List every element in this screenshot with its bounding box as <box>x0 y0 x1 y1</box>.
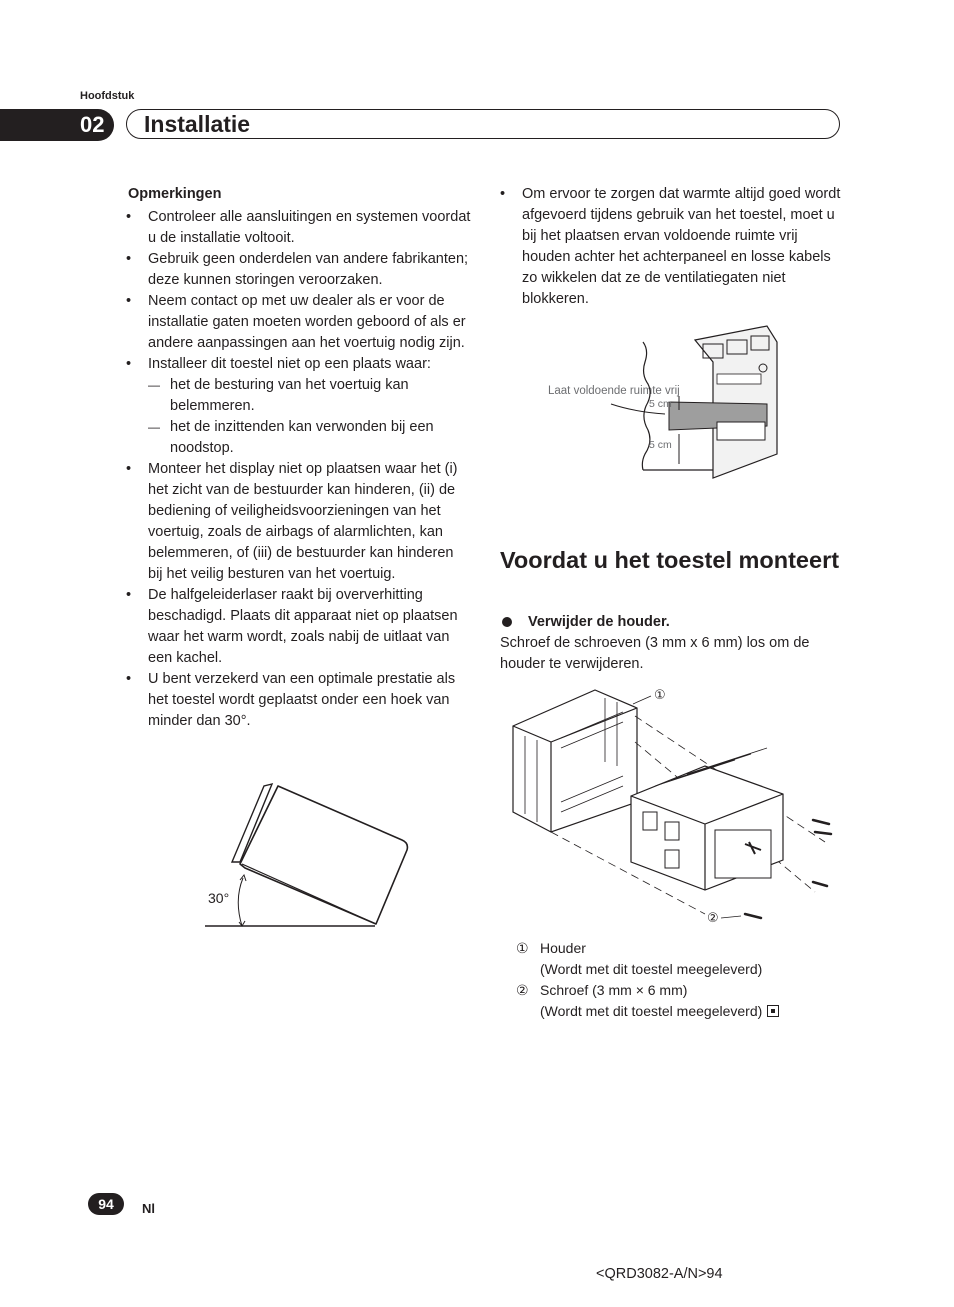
document-code: <QRD3082-A/N>94 <box>596 1266 723 1282</box>
angle-label: 30° <box>208 890 230 906</box>
notes-heading: Opmerkingen <box>128 186 222 202</box>
chapter-number: 02 <box>80 112 105 137</box>
callout-1: ① <box>654 687 666 702</box>
chapter-number-badge <box>0 109 114 141</box>
list-item: • Om ervoor te zorgen dat warmte altijd goed wordt afgevoerd tijdens gebruik van het toestel, moet u bij het plaatsen ervan voldoende ruimte vrij houden achter het achterpaneel en losse kabels zo wikkelen dat ze de ventilatiegaten niet blokkeren. <box>500 184 845 310</box>
chapter-title: Installatie <box>144 111 251 137</box>
sub-list-item: — het de besturing van het voertuig kan belemmeren. <box>148 375 471 417</box>
step-title: Verwijder de houder. <box>500 612 845 633</box>
list-item: • Gebruik geen onderdelen van andere fabrikanten; deze kunnen storingen veroorzaken. <box>126 249 471 291</box>
right-column <box>500 184 845 310</box>
callout-2: ② <box>707 910 719 925</box>
list-item: • Monteer het display niet op plaatsen waar het (i) het zicht van de bestuurder kan hinderen, (ii) de bediening of veiligheidsvoorzieningen van het voertuig, zoals de airbags of alarmlichten, kan belemmeren, of (iii) de bestuurder kan hinderen bij het veilig besturen van het voertuig. <box>126 459 471 585</box>
legend-note: (Wordt met dit toestel meegeleverd) <box>540 961 763 977</box>
sub-list-item: — het de inzittenden kan verwonden bij een noodstop. <box>148 417 471 459</box>
mounting-angle-illustration <box>200 780 415 930</box>
space-caption-line-1: Laat voldoende ruimte vrij <box>548 385 680 397</box>
notes-list <box>126 207 471 732</box>
chapter-label: Hoofdstuk <box>80 90 135 102</box>
left-column <box>126 184 471 732</box>
list-item <box>126 354 471 459</box>
list-item: • Controleer alle aansluitingen en systemen voordat u de installatie voltooit. <box>126 207 471 249</box>
list-item: • Neem contact op met uw dealer als er voor de installatie gaten moeten worden geboord of als er andere aanpassingen aan het voertuig nodig zijn. <box>126 291 471 354</box>
legend-item <box>516 980 856 1022</box>
ventilation-list <box>500 184 845 310</box>
legend-label: Schroef (3 mm × 6 mm) <box>540 982 688 998</box>
sub-list <box>148 375 471 459</box>
list-item-text: Installeer dit toestel niet op een plaats waar: <box>148 356 431 372</box>
holder-removal-illustration <box>505 682 845 927</box>
section-heading: Voordat u het toestel monteert <box>500 547 840 573</box>
legend-number: ① <box>516 940 529 956</box>
step <box>500 612 845 675</box>
legend-note: (Wordt met dit toestel meegeleverd) <box>540 1003 763 1019</box>
dimension-bottom-label: 5 cm <box>649 439 672 451</box>
legend-number: ② <box>516 982 529 998</box>
step-text: Schroef de schroeven (3 mm x 6 mm) los om de houder te verwijderen. <box>500 635 810 672</box>
dimension-top-label: 5 cm <box>649 398 672 410</box>
legend-label: Houder <box>540 940 586 956</box>
ventilation-space-illustration <box>545 322 785 482</box>
end-mark-icon <box>767 1005 779 1017</box>
list-item: • De halfgeleiderlaser raakt bij oververhitting beschadigd. Plaats dit apparaat niet op plaatsen waar het warm wordt, zoals nabij de uitlaat van een kachel. <box>126 585 471 669</box>
list-item: • U bent verzekerd van een optimale prestatie als het toestel wordt geplaatst onder een hoek van minder dan 30°. <box>126 669 471 732</box>
language-label: Nl <box>142 1201 155 1216</box>
legend-item <box>516 938 856 980</box>
figure-legend <box>516 938 856 1022</box>
page-number: 94 <box>88 1193 124 1215</box>
